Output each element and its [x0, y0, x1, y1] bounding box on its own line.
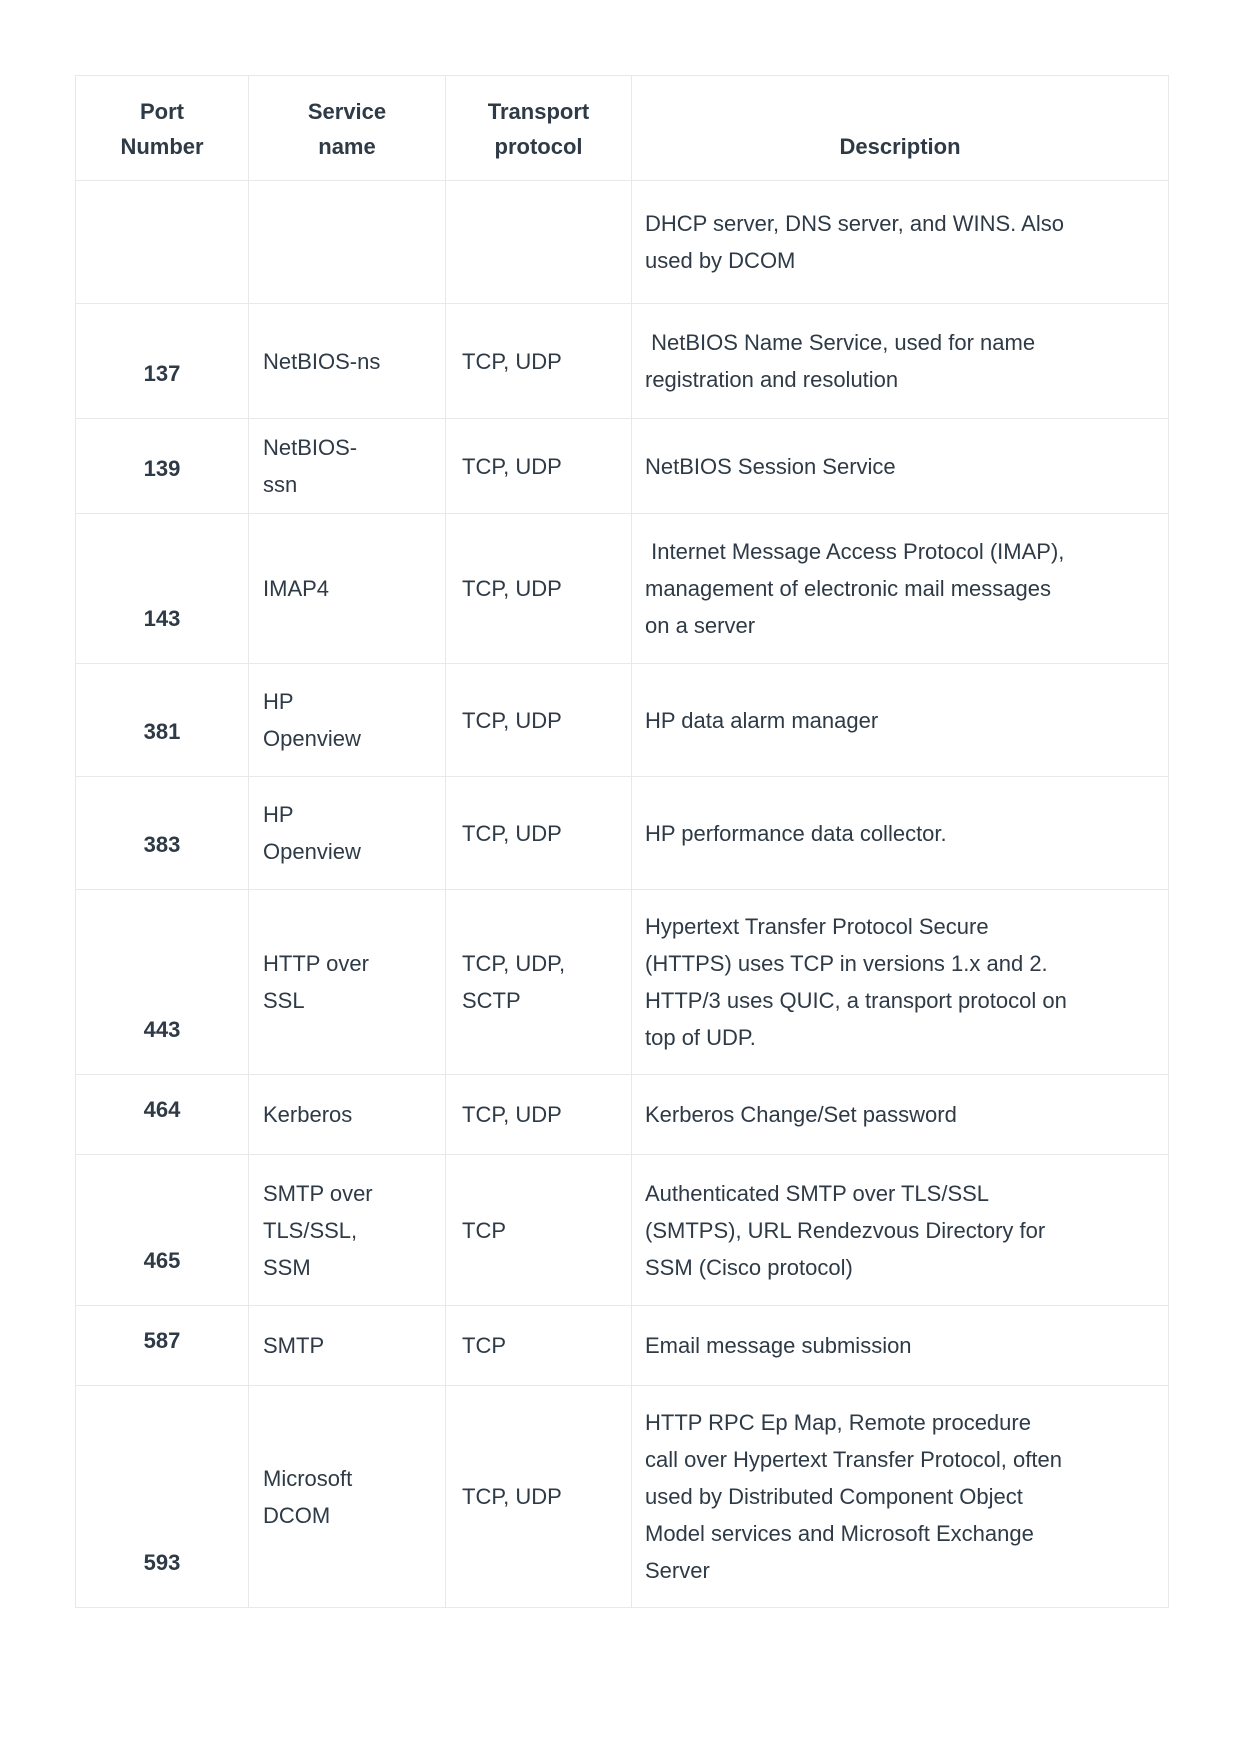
port-cell: 593	[76, 1386, 249, 1608]
service-cell	[249, 181, 446, 304]
column-header-service-name	[249, 76, 446, 181]
transport-cell: TCP, UDP	[446, 419, 632, 514]
table-row	[76, 181, 1169, 304]
description-cell: HP performance data collector.	[632, 777, 1169, 890]
transport-cell: TCP, UDP	[446, 304, 632, 419]
column-header-transport-protocol	[446, 76, 632, 181]
port-cell: 383	[76, 777, 249, 890]
table-row	[76, 777, 1169, 890]
description-cell: Internet Message Access Protocol (IMAP), management of electronic mail messages on a server	[632, 514, 1169, 664]
description-cell: Authenticated SMTP over TLS/SSL (SMTPS), URL Rendezvous Directory for SSM (Cisco protocol)	[632, 1155, 1169, 1306]
table-row	[76, 1306, 1169, 1386]
transport-cell: TCP, UDP	[446, 1386, 632, 1608]
description-cell: HTTP RPC Ep Map, Remote procedure call over Hypertext Transfer Protocol, often used by Distributed Component Object Model services and Microsoft Exchange Server	[632, 1386, 1169, 1608]
description-cell: NetBIOS Session Service	[632, 419, 1169, 514]
description-cell: NetBIOS Name Service, used for name registration and resolution	[632, 304, 1169, 419]
port-cell: 143	[76, 514, 249, 664]
transport-cell: TCP, UDP, SCTP	[446, 890, 632, 1075]
service-cell: SMTP	[249, 1306, 446, 1386]
port-cell: 465	[76, 1155, 249, 1306]
table-row	[76, 1386, 1169, 1608]
table-row	[76, 514, 1169, 664]
service-cell: HP Openview	[249, 664, 446, 777]
service-cell: HTTP over SSL	[249, 890, 446, 1075]
transport-cell: TCP, UDP	[446, 1075, 632, 1155]
column-header-port-number	[76, 76, 249, 181]
description-cell: Email message submission	[632, 1306, 1169, 1386]
service-cell: Kerberos	[249, 1075, 446, 1155]
description-cell: Hypertext Transfer Protocol Secure (HTTPS) uses TCP in versions 1.x and 2. HTTP/3 uses QUIC, a transport protocol on top of UDP.	[632, 890, 1169, 1075]
column-header-description	[632, 76, 1169, 181]
port-cell	[76, 181, 249, 304]
service-cell: HP Openview	[249, 777, 446, 890]
port-cell: 464	[76, 1075, 249, 1155]
port-cell: 137	[76, 304, 249, 419]
header-row	[76, 76, 1169, 181]
service-cell: NetBIOS-ssn	[249, 419, 446, 514]
column-header-label: Port Number	[120, 99, 204, 159]
table-row	[76, 304, 1169, 419]
transport-cell: TCP, UDP	[446, 664, 632, 777]
transport-cell: TCP	[446, 1155, 632, 1306]
ports-table	[75, 75, 1169, 1608]
table-row	[76, 419, 1169, 514]
description-cell: DHCP server, DNS server, and WINS. Also used by DCOM	[632, 181, 1169, 304]
column-header-label: Description	[839, 134, 961, 159]
transport-cell: TCP	[446, 1306, 632, 1386]
transport-cell: TCP, UDP	[446, 514, 632, 664]
service-cell: IMAP4	[249, 514, 446, 664]
port-cell: 587	[76, 1306, 249, 1386]
transport-cell	[446, 181, 632, 304]
column-header-label: Service name	[307, 99, 387, 159]
transport-cell: TCP, UDP	[446, 777, 632, 890]
column-header-label: Transport protocol	[487, 99, 590, 159]
port-cell: 443	[76, 890, 249, 1075]
table-row	[76, 1075, 1169, 1155]
service-cell: Microsoft DCOM	[249, 1386, 446, 1608]
service-cell: NetBIOS-ns	[249, 304, 446, 419]
port-cell: 381	[76, 664, 249, 777]
port-cell: 139	[76, 419, 249, 514]
table-row	[76, 1155, 1169, 1306]
description-cell: HP data alarm manager	[632, 664, 1169, 777]
description-cell: Kerberos Change/Set password	[632, 1075, 1169, 1155]
table-row	[76, 664, 1169, 777]
service-cell: SMTP over TLS/SSL, SSM	[249, 1155, 446, 1306]
table-row	[76, 890, 1169, 1075]
